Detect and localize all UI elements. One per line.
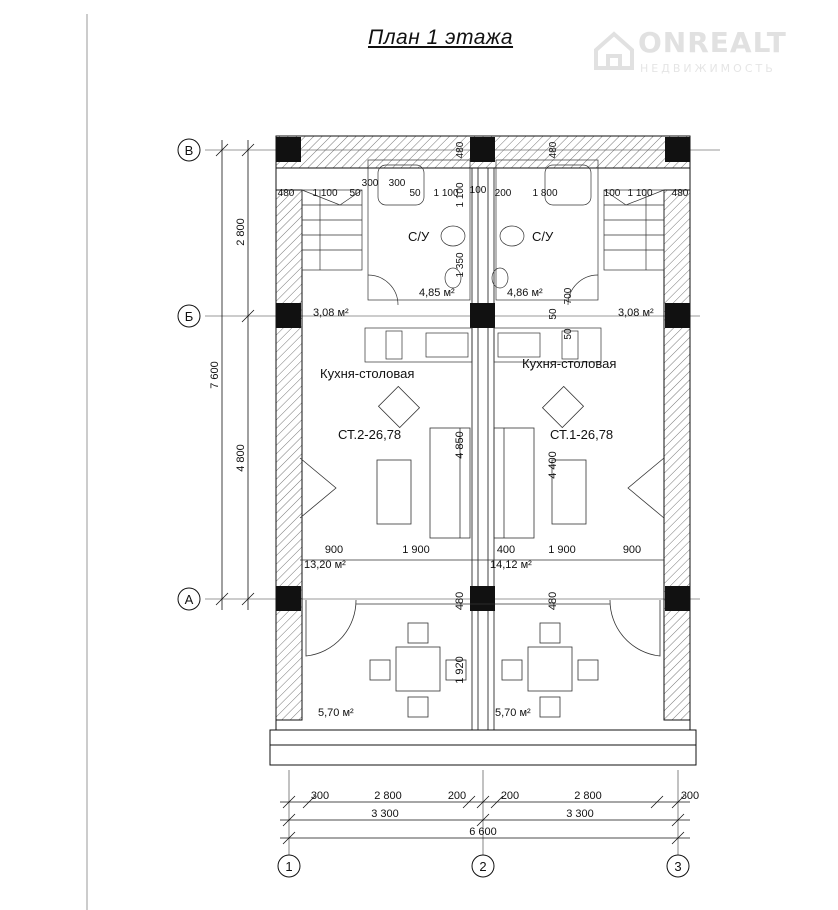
- dim-900-right: 900: [622, 544, 642, 556]
- area-hall-right: 14,12 м²: [490, 559, 532, 571]
- dim-v-4400: 4 400: [547, 451, 559, 479]
- room-wc-left: С/У: [408, 229, 430, 244]
- dim-v-4850: 4 850: [454, 431, 466, 459]
- dim-1100-b: 1 100: [433, 188, 459, 199]
- axis-label-2: 2: [479, 859, 487, 874]
- dim-1100-a: 1 100: [312, 188, 338, 199]
- dim-left-total: 7 600: [209, 361, 221, 389]
- area-terrace-left: 5,70 м²: [318, 707, 354, 719]
- area-hall-left: 13,20 м²: [304, 559, 346, 571]
- area-wc-right: 4,86 м²: [507, 287, 543, 299]
- dim-bottom-e: 2 800: [574, 790, 602, 802]
- dim-1900-left: 1 900: [402, 544, 430, 556]
- dim-v-50-b: 50: [563, 328, 574, 340]
- dim-v-480-c: 480: [454, 591, 466, 611]
- dim-bottom-half-right: 3 300: [566, 808, 594, 820]
- plan-title-text: План 1 этажа: [368, 26, 514, 49]
- axis-label-b: Б: [184, 309, 194, 324]
- dim-v-1100: 1 100: [455, 182, 466, 208]
- dim-400: 400: [496, 544, 516, 556]
- logo-subtitle: НЕДВИЖИМОСТЬ: [640, 62, 776, 75]
- dim-v-1920: 1 920: [454, 656, 466, 684]
- axis-label-v: В: [184, 143, 194, 158]
- dim-bottom-a: 300: [310, 790, 330, 802]
- dim-bottom-f: 300: [680, 790, 700, 802]
- dim-50-a: 50: [349, 188, 361, 199]
- dim-v-50-a: 50: [548, 308, 559, 320]
- area-stair-left: 3,08 м²: [313, 307, 349, 319]
- room-wc-right: С/У: [532, 229, 554, 244]
- axis-label-1: 1: [285, 859, 293, 874]
- dim-left-top: 2 800: [235, 218, 247, 246]
- area-terrace-right: 5,70 м²: [495, 707, 531, 719]
- dim-300-b: 300: [388, 178, 406, 189]
- dim-v-480-a: 480: [455, 141, 466, 159]
- room-kitchen-left: Кухня-столовая: [320, 366, 415, 381]
- dim-900-left: 900: [324, 544, 344, 556]
- dim-bottom-b: 2 800: [374, 790, 402, 802]
- dim-bottom-total: 6 600: [469, 826, 497, 838]
- dim-left-middle: 4 800: [235, 444, 247, 472]
- dim-v-1350: 1 350: [455, 252, 466, 278]
- area-wc-left: 4,85 м²: [419, 287, 455, 299]
- dim-1900-right: 1 900: [548, 544, 576, 556]
- dim-50-b: 50: [409, 188, 421, 199]
- dim-bottom-d: 200: [500, 790, 520, 802]
- dim-bottom-half-left: 3 300: [371, 808, 399, 820]
- room-st-left: СТ.2-26,78: [338, 427, 402, 442]
- logo-name: ONREALT: [638, 26, 787, 59]
- room-st-right: СТ.1-26,78: [550, 427, 614, 442]
- dim-100-a: 100: [469, 185, 487, 196]
- dim-480-left: 480: [277, 188, 295, 199]
- dim-v-480-d: 480: [547, 591, 559, 611]
- dim-200: 200: [494, 188, 512, 199]
- dim-100-b: 100: [603, 188, 621, 199]
- dim-bottom-c: 200: [447, 790, 467, 802]
- area-stair-right: 3,08 м²: [618, 307, 654, 319]
- dim-1800-top: 1 800: [532, 188, 558, 199]
- dim-v-480-b: 480: [548, 141, 559, 159]
- axis-label-3: 3: [674, 859, 682, 874]
- dim-480-right: 480: [671, 188, 689, 199]
- room-kitchen-right: Кухня-столовая: [522, 356, 617, 371]
- dim-1100-c: 1 100: [627, 188, 653, 199]
- dim-v-700: 700: [563, 287, 574, 305]
- dim-300-a: 300: [361, 178, 379, 189]
- axis-label-a: А: [184, 592, 194, 607]
